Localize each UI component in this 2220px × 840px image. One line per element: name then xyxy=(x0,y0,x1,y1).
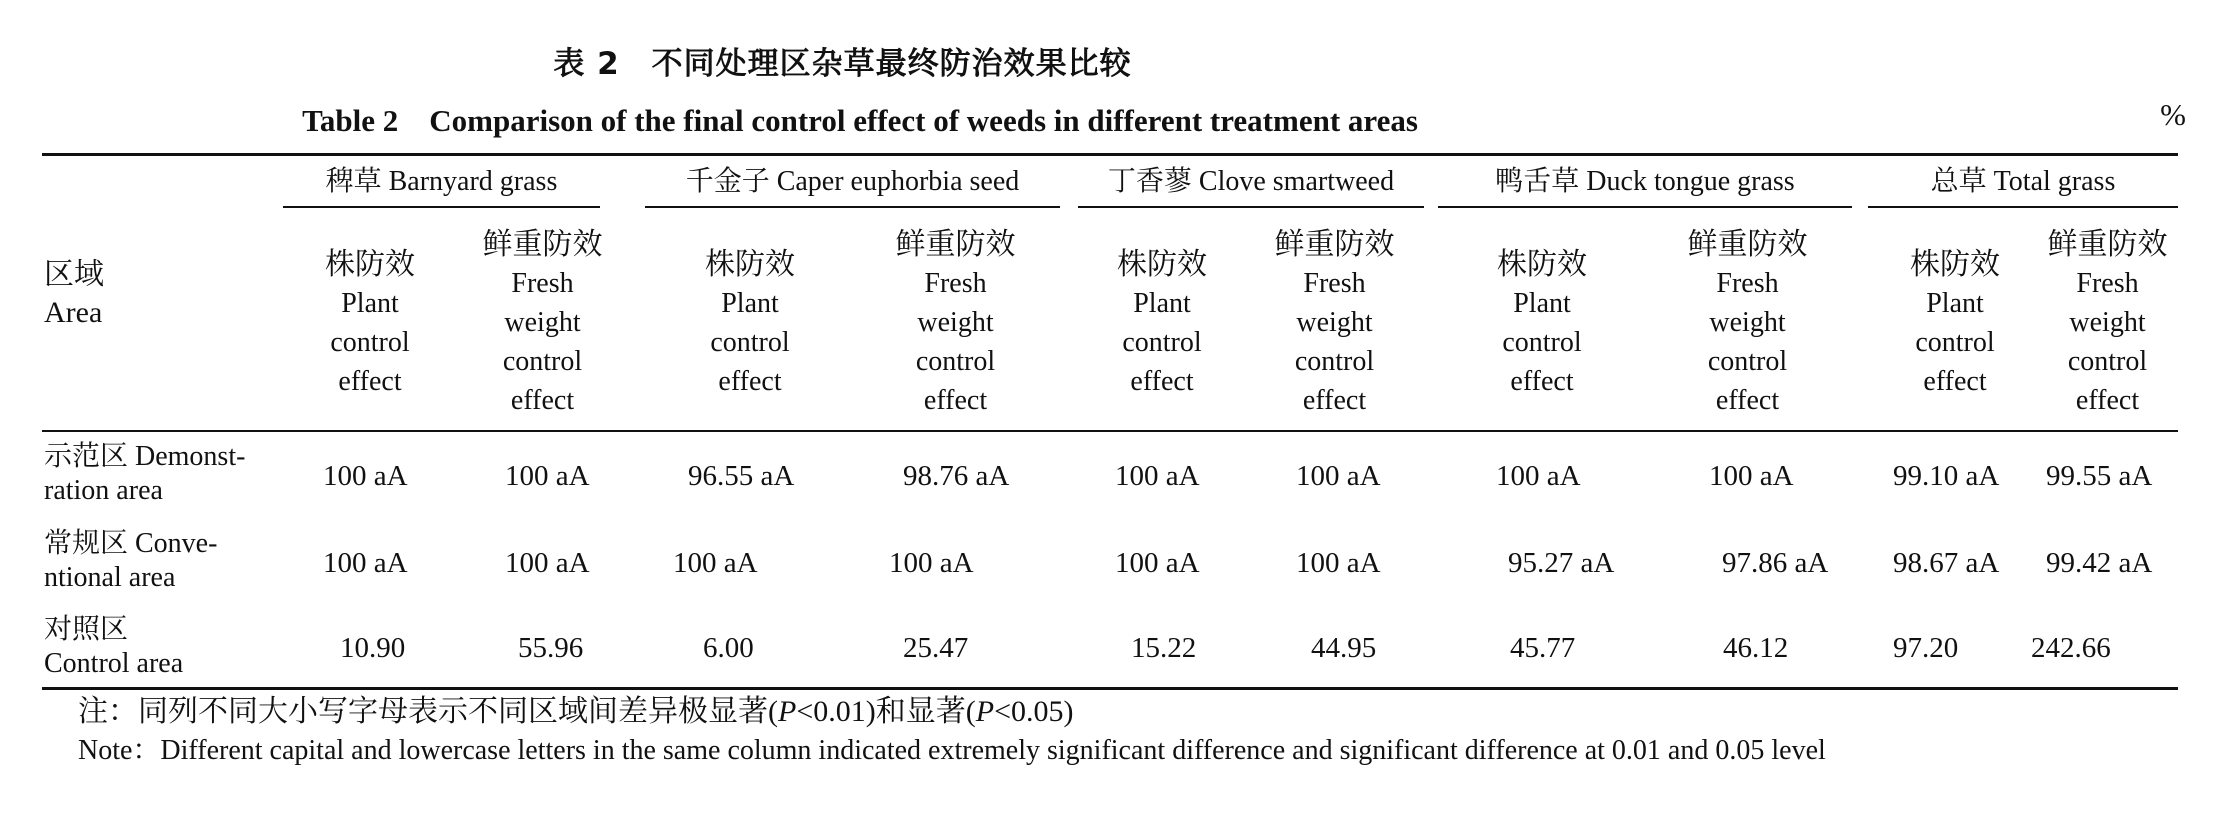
table-cell: 100 aA xyxy=(1709,460,1794,492)
table-cell: 46.12 xyxy=(1723,632,1789,664)
row-label-line: ntional area xyxy=(44,562,176,593)
row-label-conventional xyxy=(44,527,217,595)
table-cell: 97.20 xyxy=(1893,632,1959,664)
group-underline-caper xyxy=(645,206,1060,208)
sub-header-en: effect xyxy=(2075,385,2140,416)
sub-header-fresh-3 xyxy=(1257,225,1412,420)
sub-header-en: effect xyxy=(1130,366,1194,397)
header-bottom-rule xyxy=(42,430,2178,432)
sub-header-cn: 株防效 xyxy=(325,248,415,281)
group-header-caper: 千金子 Caper euphorbia seed xyxy=(685,166,1020,197)
table-bottom-rule xyxy=(42,687,2178,690)
table-cell: 100 aA xyxy=(323,547,408,579)
table-cell: 100 aA xyxy=(1296,460,1381,492)
area-header-en: Area xyxy=(44,296,103,329)
sub-header-en: Plant xyxy=(721,288,779,319)
sub-header-en: control xyxy=(915,346,996,377)
sub-header-plant-1 xyxy=(300,245,440,401)
table-cell: 45.77 xyxy=(1510,632,1576,664)
sub-header-en: control xyxy=(710,327,790,358)
table-cell: 95.27 aA xyxy=(1508,547,1615,579)
sub-header-en: Fresh xyxy=(924,268,987,299)
sub-header-en: control xyxy=(1915,327,1995,358)
sub-header-en: effect xyxy=(1715,385,1780,416)
sub-header-en: Plant xyxy=(341,288,399,319)
sub-header-plant-3 xyxy=(1092,245,1232,401)
sub-header-en: effect xyxy=(1302,385,1367,416)
sub-header-en: effect xyxy=(923,385,988,416)
table-cell: 100 aA xyxy=(505,460,590,492)
sub-header-cn: 株防效 xyxy=(705,248,795,281)
sub-header-cn: 鲜重防效 xyxy=(895,228,1016,261)
table-cell: 100 aA xyxy=(505,547,590,579)
table-cell: 6.00 xyxy=(703,632,754,664)
sub-header-plant-2 xyxy=(680,245,820,401)
table-title-cn: 表 2 不同处理区杂草最终防治效果比较 xyxy=(553,46,1132,82)
note-cn-text: <0.01)和显著( xyxy=(796,695,976,728)
sub-header-cn: 株防效 xyxy=(1910,248,2000,281)
row-label-line: 对照区 xyxy=(44,614,129,645)
table-cell: 100 aA xyxy=(1115,460,1200,492)
sub-header-cn: 鲜重防效 xyxy=(1687,228,1808,261)
sub-header-en: control xyxy=(502,346,583,377)
note-cn-text: 注：同列不同大小写字母表示不同区域间差异极显著( xyxy=(78,695,778,728)
table-cell: 25.47 xyxy=(903,632,969,664)
sub-header-cn: 鲜重防效 xyxy=(2047,228,2168,261)
note-cn-text: <0.05) xyxy=(994,695,1074,728)
sub-header-en: effect xyxy=(510,385,575,416)
table-cell: 100 aA xyxy=(323,460,408,492)
unit-label: % xyxy=(2160,97,2186,132)
sub-header-en: control xyxy=(1502,327,1582,358)
sub-header-en: control xyxy=(330,327,410,358)
sub-header-en: Plant xyxy=(1513,288,1571,319)
sub-header-en: weight xyxy=(1296,307,1373,338)
table-cell: 10.90 xyxy=(340,632,406,664)
note-cn-p-symbol: P xyxy=(975,695,995,728)
sub-header-en: Fresh xyxy=(2076,268,2139,299)
sub-header-cn: 鲜重防效 xyxy=(1274,228,1395,261)
table-cell: 99.10 aA xyxy=(1893,460,2000,492)
sub-header-cn: 株防效 xyxy=(1497,248,1587,281)
sub-header-plant-4 xyxy=(1472,245,1612,401)
sub-header-en: Fresh xyxy=(1716,268,1779,299)
table-cell: 15.22 xyxy=(1131,632,1197,664)
sub-header-fresh-2 xyxy=(878,225,1033,420)
sub-header-fresh-1 xyxy=(465,225,620,420)
sub-header-plant-5 xyxy=(1885,245,2025,401)
group-underline-duck xyxy=(1438,206,1852,208)
group-header-total: 总草 Total grass xyxy=(1930,166,2116,197)
sub-header-en: weight xyxy=(1709,307,1786,338)
row-label-line: 示范区 Demonst- xyxy=(44,441,246,472)
row-label-line: 常规区 Conve- xyxy=(44,528,218,559)
sub-header-en: effect xyxy=(718,366,782,397)
sub-header-fresh-4 xyxy=(1670,225,1825,420)
group-underline-clove xyxy=(1078,206,1424,208)
table-cell: 99.55 aA xyxy=(2046,460,2153,492)
group-header-duck: 鸭舌草 Duck tongue grass xyxy=(1495,166,1795,197)
row-label-demonstration xyxy=(44,440,245,508)
sub-header-en: weight xyxy=(504,307,581,338)
sub-header-en: weight xyxy=(2069,307,2146,338)
table-cell: 242.66 xyxy=(2031,632,2111,664)
sub-header-fresh-5 xyxy=(2030,225,2185,420)
group-underline-total xyxy=(1868,206,2178,208)
table-cell: 100 aA xyxy=(673,547,758,579)
sub-header-en: effect xyxy=(1923,366,1987,397)
note-cn xyxy=(78,694,1073,730)
table-title-en: Table 2 Comparison of the final control effect of weeds in different treatment areas xyxy=(302,103,1418,138)
top-rule xyxy=(42,153,2178,156)
table-cell: 99.42 aA xyxy=(2046,547,2153,579)
area-column-header xyxy=(44,256,104,332)
row-label-line: ration area xyxy=(44,475,163,506)
sub-header-en: control xyxy=(2067,346,2148,377)
table-cell: 98.76 aA xyxy=(903,460,1010,492)
table-cell: 96.55 aA xyxy=(688,460,795,492)
sub-header-en: effect xyxy=(338,366,402,397)
row-label-line: Control area xyxy=(44,648,184,679)
table-cell: 55.96 xyxy=(518,632,584,664)
table-cell: 100 aA xyxy=(1496,460,1581,492)
note-cn-p-symbol: P xyxy=(778,695,797,728)
table-cell: 100 aA xyxy=(1296,547,1381,579)
sub-header-en: Plant xyxy=(1133,288,1191,319)
note-en: Note：Different capital and lowercase letters in the same column indicated extremely significant difference and significant difference at 0.01 and 0.05 level xyxy=(78,735,1826,766)
group-header-barnyard: 稗草 Barnyard grass xyxy=(325,166,558,197)
sub-header-en: control xyxy=(1122,327,1202,358)
sub-header-cn: 株防效 xyxy=(1117,248,1207,281)
group-header-clove: 丁香蓼 Clove smartweed xyxy=(1107,166,1395,197)
sub-header-en: effect xyxy=(1510,366,1574,397)
table-cell: 97.86 aA xyxy=(1722,547,1829,579)
row-label-control xyxy=(44,613,183,681)
table-cell: 100 aA xyxy=(1115,547,1200,579)
sub-header-en: Fresh xyxy=(511,268,574,299)
sub-header-en: control xyxy=(1707,346,1788,377)
table-cell: 100 aA xyxy=(889,547,974,579)
sub-header-en: control xyxy=(1294,346,1375,377)
sub-header-en: Fresh xyxy=(1303,268,1366,299)
sub-header-cn: 鲜重防效 xyxy=(482,228,603,261)
table-cell: 98.67 aA xyxy=(1893,547,2000,579)
area-header-cn: 区域 xyxy=(44,258,104,291)
group-underline-barnyard xyxy=(283,206,600,208)
sub-header-en: Plant xyxy=(1926,288,1984,319)
table-cell: 44.95 xyxy=(1311,632,1377,664)
sub-header-en: weight xyxy=(917,307,994,338)
